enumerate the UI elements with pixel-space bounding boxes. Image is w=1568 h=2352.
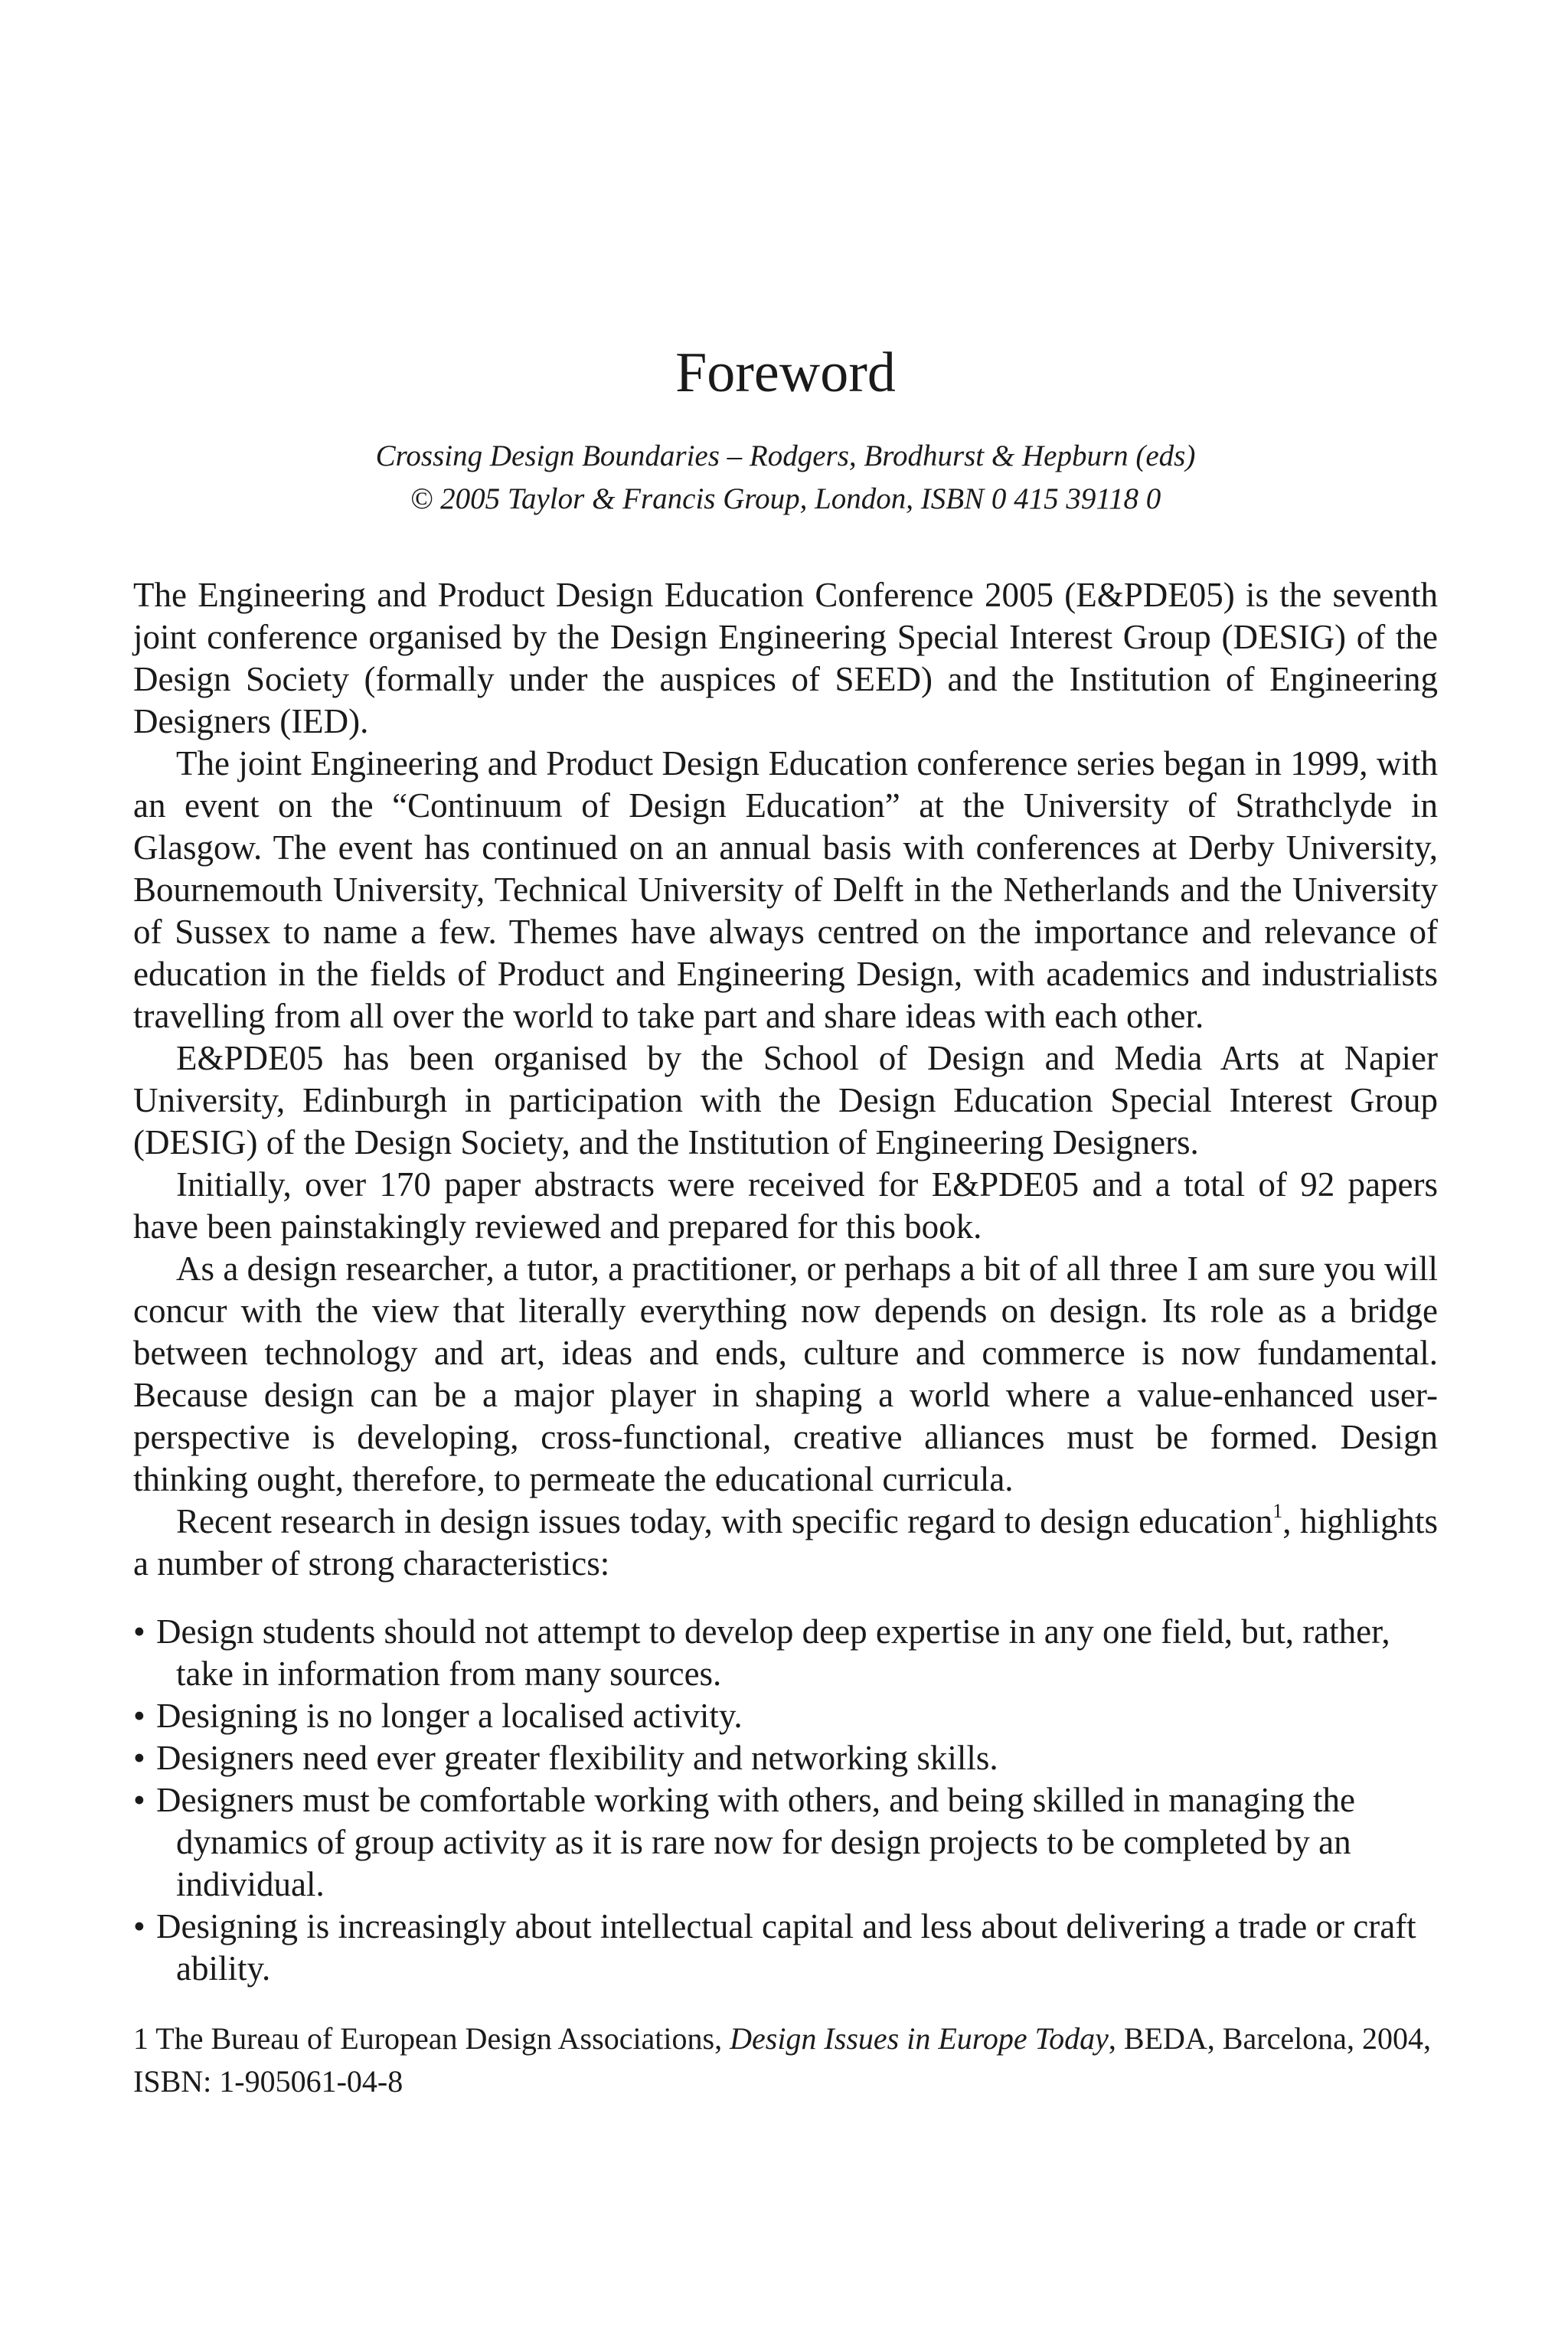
list-item <box>133 1906 1438 1990</box>
paragraph-2: The joint Engineering and Product Design Education conference series began in 1999, with an event on the “Continuum of Design Education” at the University of Strathclyde in Glasgow. The event has continued on an annual basis with conferences at Derby University, Bournemouth University, Technical University of Delft in the Netherlands and the University of Sussex to name a few. Themes have always centred on the importance and relevance of education in the fields of Product and Engineering Design, with academics and industrialists travelling from all over the world to take part and share ideas with each other. <box>133 744 1438 1035</box>
list-item-text: Designing is increasingly about intellectual capital and less about delivering a trade or craft ability. <box>156 1907 1416 1988</box>
list-item-text: Design students should not attempt to develop deep expertise in any one field, but, rather, take in information from many sources. <box>156 1612 1390 1693</box>
citation-line-2: © 2005 Taylor & Francis Group, London, ISBN 0 415 39118 0 <box>410 482 1161 515</box>
bullet-marker: • <box>133 1781 145 1819</box>
paragraph-1: The Engineering and Product Design Education Conference 2005 (E&PDE05) is the seventh joint conference organised by the Design Engineering Special Interest Group (DESIG) of the Design Society (formally under the auspices of SEED) and the Institution of Engineering Designers (IED). <box>133 576 1438 740</box>
paragraph-3: E&PDE05 has been organised by the School of Design and Media Arts at Napier University, Edinburgh in participation with the Design Education Special Interest Group (DESIG) of the Design Society, and the Institution of Engineering Designers. <box>133 1039 1438 1161</box>
footnote-title: Design Issues in Europe Today <box>730 2021 1109 2056</box>
page-content <box>133 341 1439 2103</box>
bullet-marker: • <box>133 1612 145 1651</box>
bullet-marker: • <box>133 1697 145 1735</box>
footnote-details: , BEDA, Barcelona, 2004, ISBN: 1-905061-04-8 <box>133 2021 1431 2099</box>
page-title: Foreword <box>675 341 896 404</box>
citation-line-1: Crossing Design Boundaries – Rodgers, Brodhurst & Hepburn (eds) <box>375 439 1196 472</box>
footnote-reference: 1 <box>1272 1500 1283 1522</box>
characteristics-list <box>133 1611 1438 1990</box>
footnote <box>133 2017 1438 2103</box>
list-item <box>133 1611 1438 1695</box>
list-item-text: Designers must be comfortable working with others, and being skilled in managing the dynamics of group activity as it is rare now for design projects to be completed by an individual. <box>156 1781 1355 1903</box>
list-item <box>133 1737 1438 1779</box>
body-text <box>133 574 1438 1585</box>
paragraph-5: As a design researcher, a tutor, a practitioner, or perhaps a bit of all three I am sure you will concur with the view that literally everything now depends on design. Its role as a bridge between technology and art, ideas and ends, culture and commerce is now fundamental. Because design can be a major player in shaping a world where a value-enhanced user-perspective is developing, cross-functional, creative alliances must be formed. Design thinking ought, therefore, to permeate the educational curricula. <box>133 1250 1438 1498</box>
paragraph-6-tail: , highlights a number of strong characteristics: <box>133 1502 1439 1583</box>
bullet-marker: • <box>133 1907 145 1945</box>
list-item-text: Designers need ever greater flexibility and networking skills. <box>156 1739 998 1777</box>
list-item <box>133 1695 1438 1737</box>
list-item <box>133 1779 1438 1906</box>
paragraph-6 <box>133 1501 1438 1585</box>
paragraph-6-text: Recent research in design issues today, with specific regard to design education <box>176 1502 1273 1540</box>
list-item-text: Designing is no longer a localised activity. <box>156 1697 743 1735</box>
footnote-number: 1 <box>133 2021 149 2056</box>
footnote-text: The Bureau of European Design Associations, <box>149 2021 730 2056</box>
paragraph-4: Initially, over 170 paper abstracts were received for E&PDE05 and a total of 92 papers have been painstakingly reviewed and prepared for this book. <box>133 1165 1438 1246</box>
bullet-marker: • <box>133 1739 145 1777</box>
